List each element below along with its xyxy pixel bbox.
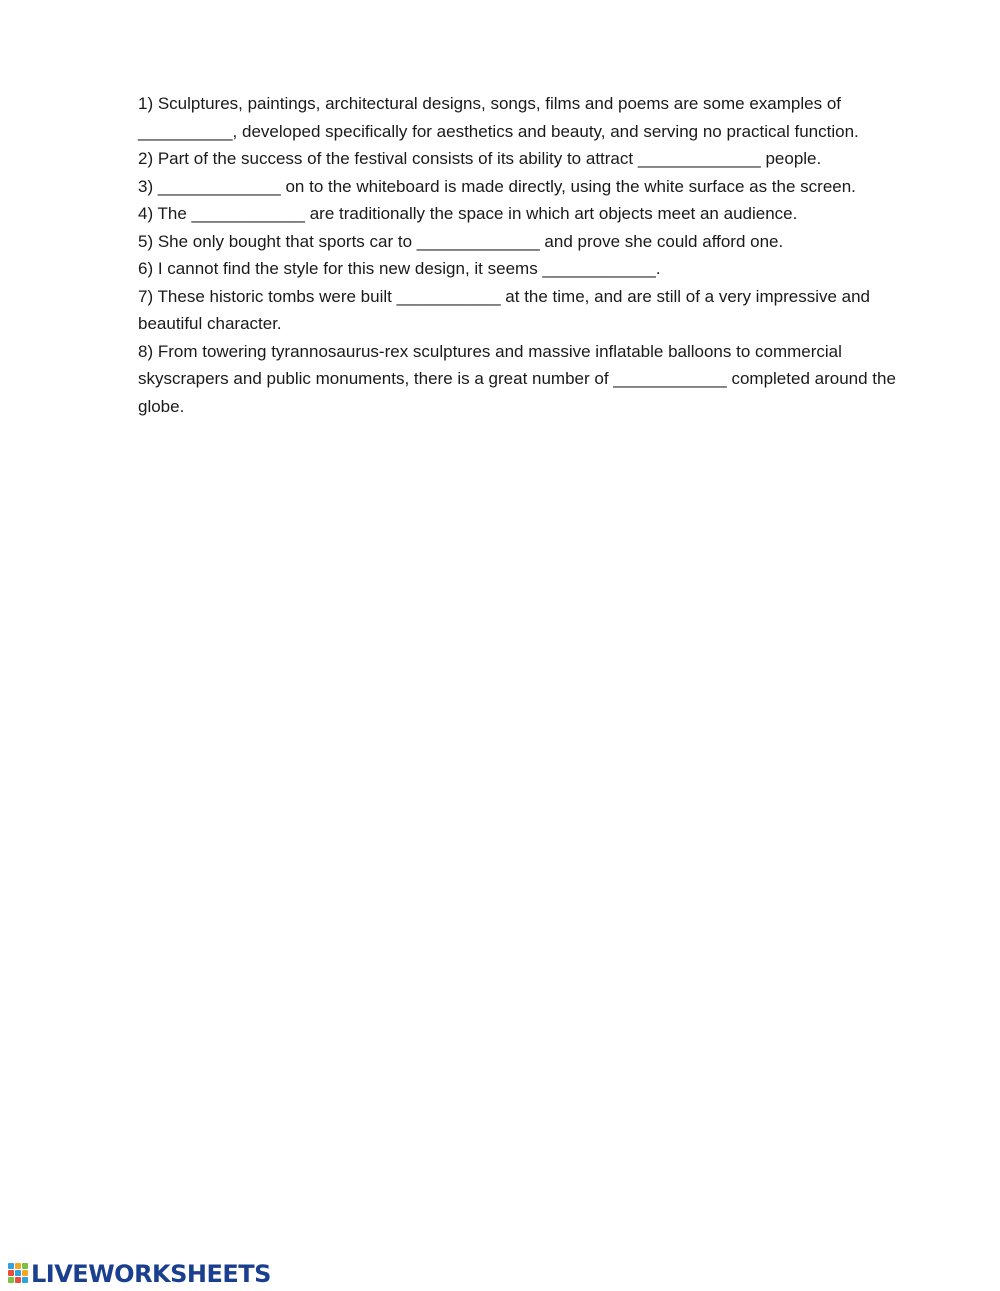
question-6: 6) I cannot find the style for this new design, it seems ____________. bbox=[138, 259, 661, 278]
question-3: 3) _____________ on to the whiteboard is made directly, using the white surface as the screen. bbox=[138, 176, 856, 196]
question-1: 1) Sculptures, paintings, architectural designs, songs, films and poems are some examples of __________, developed specifically for aesthetics and beauty, and serving no practical function. bbox=[138, 94, 859, 141]
question-4: 4) The ____________ are traditionally the space in which art objects meet an audience. bbox=[138, 204, 798, 223]
liveworksheets-logo-icon bbox=[8, 1263, 28, 1285]
logo-text: LIVEWORKSHEETS bbox=[31, 1260, 271, 1288]
question-8: 8) From towering tyrannosaurus-rex sculptures and massive inflatable balloons to commercial skyscrapers and public monuments, there is a great number of ____________ completed around the globe. bbox=[138, 341, 901, 416]
liveworksheets-logo bbox=[8, 1261, 271, 1287]
question-5: 5) She only bought that sports car to _____________ and prove she could afford one. bbox=[138, 231, 784, 251]
worksheet-questions bbox=[138, 90, 928, 420]
question-7: 7) These historic tombs were built ___________ at the time, and are still of a very impressive and beautiful character. bbox=[138, 286, 875, 333]
question-2: 2) Part of the success of the festival consists of its ability to attract _____________ people. bbox=[138, 149, 822, 168]
